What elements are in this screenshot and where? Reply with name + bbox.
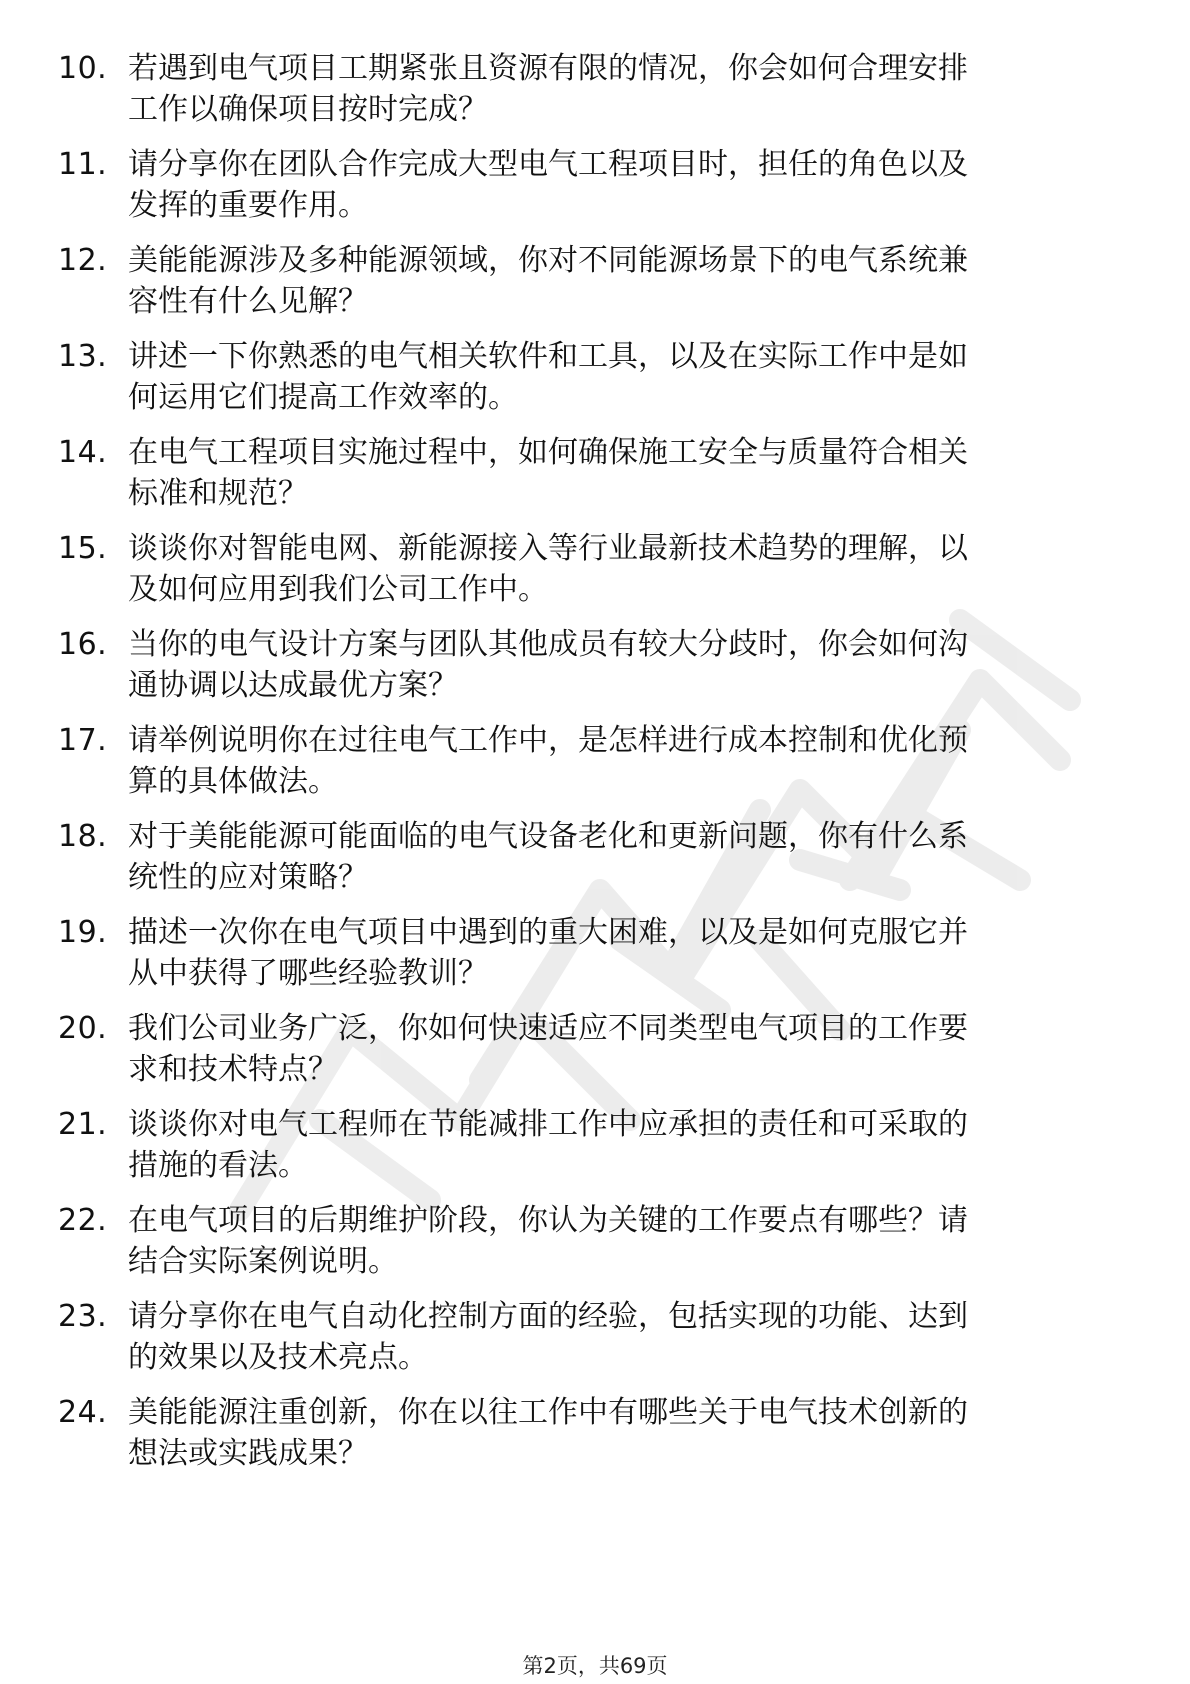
- question-text-line: 美能能源涉及多种能源领域，你对不同能源场景下的电气系统兼: [128, 243, 968, 278]
- question-text-line: 工作以确保项目按时完成？: [128, 92, 488, 127]
- question-text-line: 统性的应对策略？: [128, 860, 368, 895]
- question-number: 24.: [58, 1395, 108, 1430]
- question-text-line: 容性有什么见解？: [128, 284, 368, 319]
- question-text-line: 当你的电气设计方案与团队其他成员有较大分歧时，你会如何沟: [128, 627, 968, 662]
- question-text-line: 的效果以及技术亮点。: [128, 1340, 428, 1375]
- question-text: [128, 432, 1128, 514]
- question-text-line: 措施的看法。: [128, 1148, 308, 1183]
- question-text-line: 请分享你在团队合作完成大型电气工程项目时，担任的角色以及: [128, 147, 968, 182]
- question-text-line: 求和技术特点？: [128, 1052, 338, 1087]
- question-text: [128, 48, 1128, 130]
- question-text-line: 结合实际案例说明。: [128, 1244, 398, 1279]
- question-text-line: 我们公司业务广泛，你如何快速适应不同类型电气项目的工作要: [128, 1011, 968, 1046]
- question-number: 14.: [58, 435, 108, 470]
- question-text-line: 请举例说明你在过往电气工作中，是怎样进行成本控制和优化预: [128, 723, 968, 758]
- question-text: [128, 1200, 1128, 1282]
- question-number: 17.: [58, 723, 108, 758]
- question-text-line: 在电气项目的后期维护阶段，你认为关键的工作要点有哪些？请: [128, 1203, 968, 1238]
- question-number: 11.: [58, 147, 108, 182]
- question-text-line: 何运用它们提高工作效率的。: [128, 380, 518, 415]
- question-text-line: 及如何应用到我们公司工作中。: [128, 572, 548, 607]
- question-text: [128, 1008, 1128, 1090]
- question-text-line: 发挥的重要作用。: [128, 188, 368, 223]
- question-text: [128, 1392, 1128, 1474]
- question-text-line: 谈谈你对智能电网、新能源接入等行业最新技术趋势的理解，以: [128, 531, 968, 566]
- question-number: 13.: [58, 339, 108, 374]
- question-text-line: 讲述一下你熟悉的电气相关软件和工具，以及在实际工作中是如: [128, 339, 968, 374]
- question-number: 22.: [58, 1203, 108, 1238]
- question-text-line: 谈谈你对电气工程师在节能减排工作中应承担的责任和可采取的: [128, 1107, 968, 1142]
- question-text-line: 若遇到电气项目工期紧张且资源有限的情况，你会如何合理安排: [128, 51, 968, 86]
- question-number: 19.: [58, 915, 108, 950]
- question-number: 15.: [58, 531, 108, 566]
- question-text-line: 美能能源注重创新，你在以往工作中有哪些关于电气技术创新的: [128, 1395, 968, 1430]
- page-footer: 第2页，共69页: [522, 1654, 668, 1678]
- question-text: [128, 720, 1128, 802]
- question-text: [128, 1296, 1128, 1378]
- question-text-line: 通协调以达成最优方案？: [128, 668, 458, 703]
- question-text: [128, 912, 1128, 994]
- question-number: 10.: [58, 51, 108, 86]
- question-text-line: 在电气工程项目实施过程中，如何确保施工安全与质量符合相关: [128, 435, 968, 470]
- question-text-line: 算的具体做法。: [128, 764, 338, 799]
- question-text-line: 请分享你在电气自动化控制方面的经验，包括实现的功能、达到: [128, 1299, 968, 1334]
- question-number: 12.: [58, 243, 108, 278]
- question-text-line: 描述一次你在电气项目中遇到的重大困难，以及是如何克服它并: [128, 915, 968, 950]
- question-text-line: 对于美能能源可能面临的电气设备老化和更新问题，你有什么系: [128, 819, 968, 854]
- question-number: 16.: [58, 627, 108, 662]
- question-number: 18.: [58, 819, 108, 854]
- question-number: 21.: [58, 1107, 108, 1142]
- question-number: 20.: [58, 1011, 108, 1046]
- question-text: [128, 816, 1128, 898]
- question-text: [128, 1104, 1128, 1186]
- question-text: [128, 528, 1128, 610]
- question-text-line: 想法或实践成果？: [128, 1436, 368, 1471]
- question-text: [128, 240, 1128, 322]
- question-number: 23.: [58, 1299, 108, 1334]
- question-text-line: 标准和规范？: [128, 476, 308, 511]
- question-text: [128, 144, 1128, 226]
- question-text: [128, 336, 1128, 418]
- question-text-line: 从中获得了哪些经验教训？: [128, 956, 488, 991]
- question-text: [128, 624, 1128, 706]
